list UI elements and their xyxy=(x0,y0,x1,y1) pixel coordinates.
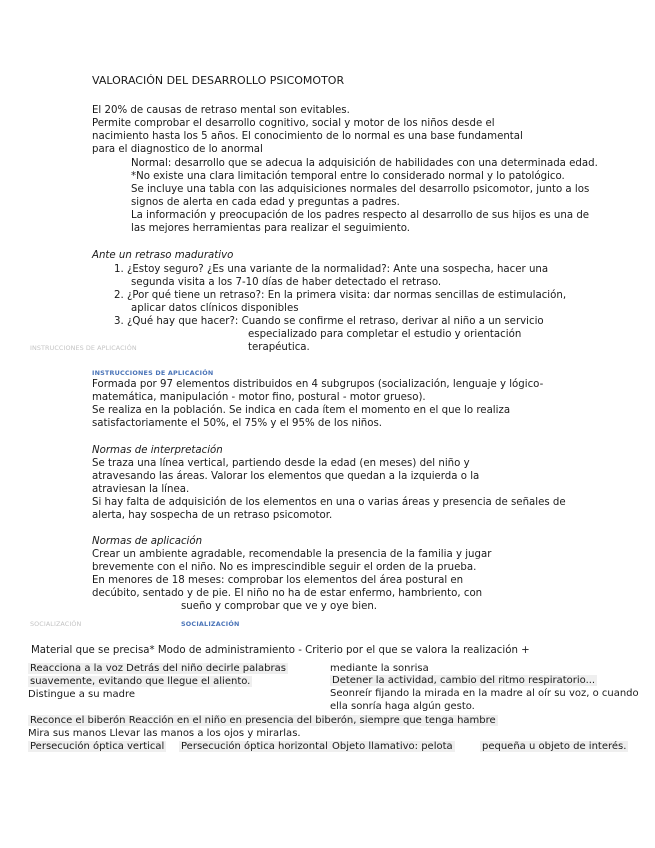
table-left-text: suavemente, evitando que llegue el aliento. xyxy=(30,676,251,687)
aplicacion-line: brevemente con el niño. No es imprescindible seguir el orden de la prueba. xyxy=(92,562,477,573)
instrucciones-line: satisfactoriamente el 50%, el 75% y el 95% de los niños. xyxy=(92,418,383,429)
table-persecucion-text: Objeto llamativo: pelota xyxy=(332,741,453,752)
intro-indented-line: Se incluye una tabla con las adquisiciones normales del desarrollo psicomotor, junto a los xyxy=(131,184,590,195)
table-left-cell xyxy=(28,675,252,688)
table-persecucion-text: Persecución óptica vertical xyxy=(30,741,165,752)
aplicacion-line: decúbito, sentado y de pie. El niño no ha de estar enfermo, hambriento, con xyxy=(92,588,483,599)
table-persecucion-text: pequeña u objeto de interés. xyxy=(482,741,627,752)
interpretacion-line: atraviesan la línea. xyxy=(92,484,190,495)
aplicacion-line: sueño y comprobar que ve y oye bien. xyxy=(181,601,378,612)
table-header: Material que se precisa* Modo de administramiento - Criterio por el que se valora la realización + xyxy=(31,645,530,656)
intro-indented-line: las mejores herramientas para realizar el seguimiento. xyxy=(131,223,411,234)
instrucciones-line: Formada por 97 elementos distribuidos en 4 subgrupos (socialización, lenguaje y lógico- xyxy=(92,379,544,390)
retraso-item: 1. ¿Estoy seguro? ¿Es una variante de la normalidad?: Ante una sospecha, hacer una xyxy=(114,264,549,275)
socializacion-label: SOCIALIZACIÓN xyxy=(181,620,240,628)
interpretacion-line: Se traza una línea vertical, partiendo desde la edad (en meses) del niño y xyxy=(92,458,470,469)
retraso-item: 2. ¿Por qué tiene un retraso?: En la primera visita: dar normas sencillas de estimulación, xyxy=(114,290,567,301)
table-row-text: Reconce el biberón Reacción en el niño en presencia del biberón, siempre que tenga hambre xyxy=(30,715,496,726)
instrucciones-heading: INSTRUCCIONES DE APLICACIÓN xyxy=(92,369,214,377)
retraso-item-continued: segunda visita a los 7-10 días de haber detectado el retraso. xyxy=(131,277,442,288)
intro-line: El 20% de causas de retraso mental son evitables. xyxy=(92,105,350,116)
table-right-cell xyxy=(330,674,597,687)
aplicacion-line: Crear un ambiente agradable, recomendable la presencia de la familia y jugar xyxy=(92,549,492,560)
intro-indented-line: *No existe una clara limitación temporal entre lo considerado normal y lo patológico. xyxy=(131,171,565,182)
table-row-full: Mira sus manos Llevar las manos a los ojos y mirarlas. xyxy=(28,728,301,739)
retraso-heading: Ante un retraso madurativo xyxy=(92,250,234,261)
interpretacion-heading: Normas de interpretación xyxy=(92,445,223,456)
instrucciones-line: Se realiza en la población. Se indica en cada ítem el momento en el que lo realiza xyxy=(92,405,511,416)
table-right-cell: Seonreír fijando la mirada en la madre al oír su voz, o cuando xyxy=(330,688,639,699)
intro-indented-line: La información y preocupación de los padres respecto al desarrollo de sus hijos es una de xyxy=(131,210,590,221)
intro-line: para el diagnostico de lo anormal xyxy=(92,144,263,155)
interpretacion-line: Si hay falta de adquisición de los elementos en una o varias áreas y presencia de señales de xyxy=(92,497,566,508)
retraso-item: 3. ¿Qué hay que hacer?: Cuando se confirme el retraso, derivar al niño a un servicio xyxy=(114,316,544,327)
table-right-cell: ella sonría haga algún gesto. xyxy=(330,701,475,712)
instrucciones-line: matemática, manipulación - motor fino, postural - motor grueso). xyxy=(92,392,426,403)
table-persecucion-text: Persecución óptica horizontal xyxy=(181,741,328,752)
intro-line: Permite comprobar el desarrollo cognitivo, social y motor de los niños desde el xyxy=(92,118,495,129)
ghost-section-label: SOCIALIZACIÓN xyxy=(30,620,82,628)
ghost-section-label: INSTRUCCIONES DE APLICACIÓN xyxy=(30,344,137,352)
table-left-cell xyxy=(28,662,288,675)
aplicacion-heading: Normas de aplicación xyxy=(92,536,203,547)
intro-line: nacimiento hasta los 5 años. El conocimiento de lo normal es una base fundamental xyxy=(92,131,523,142)
intro-indented-line: Normal: desarrollo que se adecua la adquisición de habilidades con una determinada edad. xyxy=(131,158,598,169)
table-right-cell: mediante la sonrisa xyxy=(330,663,429,674)
table-persecucion-cell xyxy=(179,740,330,753)
table-left-text: Reacciona a la voz Detrás del niño decirle palabras xyxy=(30,663,286,674)
aplicacion-line: En menores de 18 meses: comprobar los elementos del área postural en xyxy=(92,575,464,586)
retraso-item-continued: aplicar datos clínicos disponibles xyxy=(131,303,299,314)
table-left-cell: Distingue a su madre xyxy=(28,689,136,700)
table-persecucion-cell xyxy=(480,740,628,753)
retraso-item-continued: especializado para completar el estudio y orientación xyxy=(248,329,522,340)
document-title: VALORACIÓN DEL DESARROLLO PSICOMOTOR xyxy=(92,74,345,87)
table-persecucion-cell xyxy=(330,740,455,753)
retraso-item-continued: terapéutica. xyxy=(248,342,310,353)
interpretacion-line: atravesando las áreas. Valorar los elementos que quedan a la izquierda o la xyxy=(92,471,480,482)
table-right-text: Detener la actividad, cambio del ritmo respiratorio... xyxy=(332,675,596,686)
intro-indented-line: signos de alerta en cada edad y preguntas a padres. xyxy=(131,197,400,208)
table-row-full xyxy=(28,714,498,727)
interpretacion-line: alerta, hay sospecha de un retraso psicomotor. xyxy=(92,510,333,521)
table-persecucion-cell xyxy=(28,740,166,753)
